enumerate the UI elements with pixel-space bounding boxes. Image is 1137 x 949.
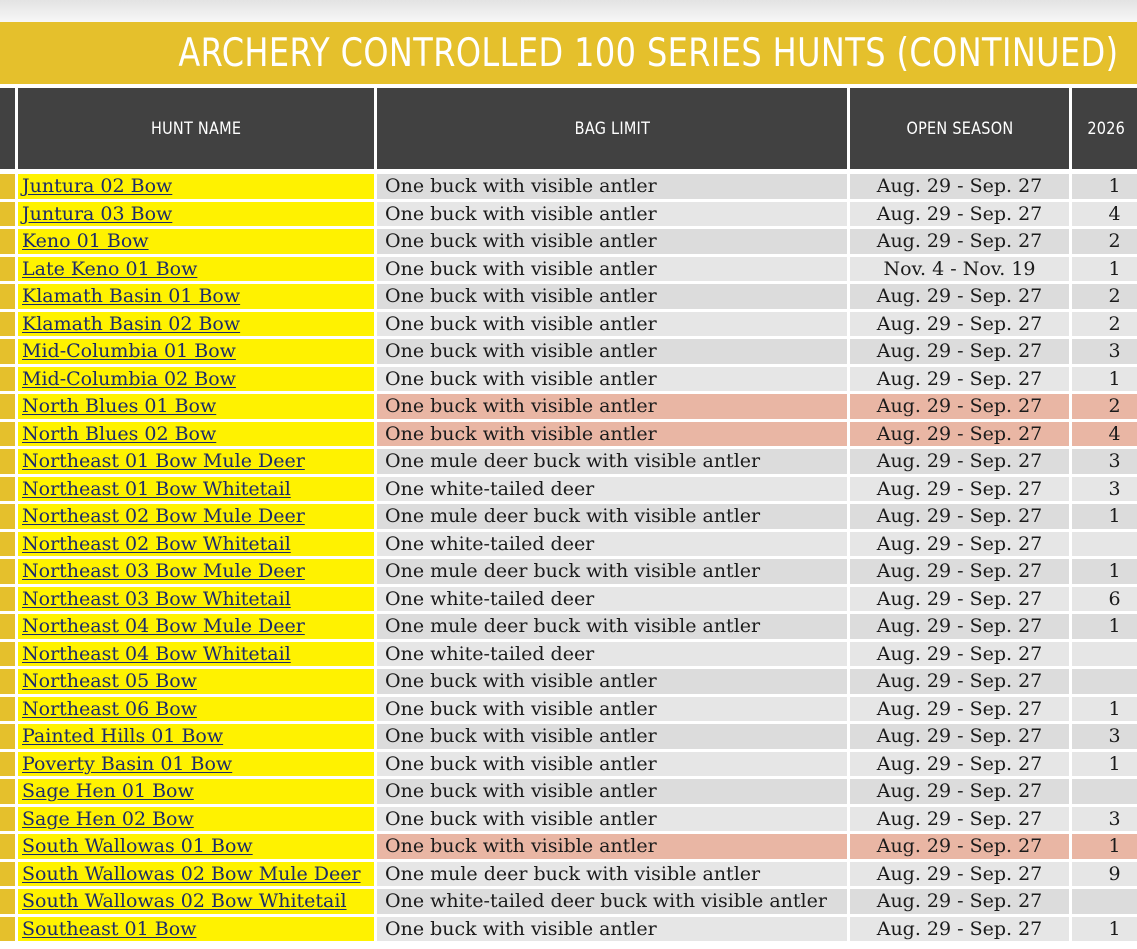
table-row — [0, 449, 1137, 477]
hunt-name-link[interactable]: Klamath Basin 02 Bow — [18, 312, 377, 340]
tags-cell: 1 — [1072, 504, 1137, 532]
open-season-cell: Aug. 29 - Sep. 27 — [850, 697, 1072, 725]
page-title: ARCHERY CONTROLLED 100 SERIES HUNTS (CONTINUED) — [178, 31, 1119, 76]
tags-cell: 3 — [1072, 339, 1137, 367]
bag-limit-cell: One buck with visible antler — [377, 752, 850, 780]
row-edge — [0, 614, 18, 642]
row-edge — [0, 284, 18, 312]
bag-limit-cell: One buck with visible antler — [377, 724, 850, 752]
tags-cell: 4 — [1072, 422, 1137, 450]
tags-cell — [1072, 669, 1137, 697]
open-season-cell: Aug. 29 - Sep. 27 — [850, 339, 1072, 367]
hunt-name-link[interactable]: Northeast 04 Bow Whitetail — [18, 642, 377, 670]
open-season-cell: Aug. 29 - Sep. 27 — [850, 917, 1072, 945]
row-edge — [0, 807, 18, 835]
open-season-cell: Aug. 29 - Sep. 27 — [850, 889, 1072, 917]
open-season-header: OPEN SEASON — [850, 88, 1072, 174]
row-edge — [0, 504, 18, 532]
hunt-name-link[interactable]: Northeast 03 Bow Mule Deer — [18, 559, 377, 587]
table-row — [0, 559, 1137, 587]
row-edge — [0, 312, 18, 340]
table-row — [0, 202, 1137, 230]
hunt-name-link[interactable]: Southeast 01 Bow — [18, 917, 377, 945]
bag-limit-cell: One white-tailed deer — [377, 642, 850, 670]
open-season-cell: Aug. 29 - Sep. 27 — [850, 779, 1072, 807]
hunt-name-link[interactable]: Poverty Basin 01 Bow — [18, 752, 377, 780]
header-row — [0, 88, 1137, 174]
row-edge — [0, 174, 18, 202]
bag-limit-cell: One white-tailed deer buck with visible antler — [377, 889, 850, 917]
hunt-name-link[interactable]: Northeast 04 Bow Mule Deer — [18, 614, 377, 642]
row-edge — [0, 422, 18, 450]
table-row — [0, 779, 1137, 807]
tags-cell: 1 — [1072, 174, 1137, 202]
tags-cell — [1072, 532, 1137, 560]
open-season-cell: Aug. 29 - Sep. 27 — [850, 394, 1072, 422]
table-row — [0, 889, 1137, 917]
open-season-cell: Aug. 29 - Sep. 27 — [850, 532, 1072, 560]
hunt-name-link[interactable]: North Blues 02 Bow — [18, 422, 377, 450]
hunt-name-link[interactable]: Northeast 05 Bow — [18, 669, 377, 697]
table-row — [0, 614, 1137, 642]
row-edge — [0, 367, 18, 395]
bag-limit-cell: One mule deer buck with visible antler — [377, 449, 850, 477]
table-row — [0, 367, 1137, 395]
bag-limit-cell: One buck with visible antler — [377, 174, 850, 202]
hunt-name-link[interactable]: South Wallowas 02 Bow Whitetail — [18, 889, 377, 917]
row-edge — [0, 449, 18, 477]
open-season-cell: Aug. 29 - Sep. 27 — [850, 587, 1072, 615]
table-row — [0, 752, 1137, 780]
table-row — [0, 862, 1137, 890]
hunt-name-link[interactable]: Mid-Columbia 02 Bow — [18, 367, 377, 395]
open-season-cell: Aug. 29 - Sep. 27 — [850, 642, 1072, 670]
hunt-name-link[interactable]: Northeast 06 Bow — [18, 697, 377, 725]
table-row — [0, 504, 1137, 532]
open-season-cell: Aug. 29 - Sep. 27 — [850, 284, 1072, 312]
bag-limit-cell: One buck with visible antler — [377, 312, 850, 340]
bag-limit-cell: One mule deer buck with visible antler — [377, 504, 850, 532]
tags-header: 2026 — [1072, 88, 1137, 174]
open-season-cell: Aug. 29 - Sep. 27 — [850, 367, 1072, 395]
hunts-table — [0, 88, 1137, 944]
bag-limit-cell: One buck with visible antler — [377, 834, 850, 862]
tags-cell: 3 — [1072, 807, 1137, 835]
table-row — [0, 532, 1137, 560]
hunt-name-link[interactable]: Juntura 03 Bow — [18, 202, 377, 230]
row-edge — [0, 339, 18, 367]
hunt-name-header: HUNT NAME — [18, 88, 377, 174]
tags-cell: 9 — [1072, 862, 1137, 890]
hunt-name-link[interactable]: South Wallowas 01 Bow — [18, 834, 377, 862]
tags-cell — [1072, 889, 1137, 917]
table-row — [0, 724, 1137, 752]
title-bar — [0, 22, 1137, 84]
hunt-name-link[interactable]: Northeast 03 Bow Whitetail — [18, 587, 377, 615]
row-edge — [0, 587, 18, 615]
table-row — [0, 807, 1137, 835]
bag-limit-cell: One buck with visible antler — [377, 339, 850, 367]
table-row — [0, 669, 1137, 697]
table-row — [0, 587, 1137, 615]
hunt-name-link[interactable]: Juntura 02 Bow — [18, 174, 377, 202]
hunt-name-link[interactable]: Keno 01 Bow — [18, 229, 377, 257]
open-season-cell: Aug. 29 - Sep. 27 — [850, 312, 1072, 340]
hunt-name-link[interactable]: Late Keno 01 Bow — [18, 257, 377, 285]
hunt-name-link[interactable]: North Blues 01 Bow — [18, 394, 377, 422]
row-edge — [0, 834, 18, 862]
open-season-cell: Aug. 29 - Sep. 27 — [850, 669, 1072, 697]
bag-limit-cell: One buck with visible antler — [377, 257, 850, 285]
tags-cell: 6 — [1072, 587, 1137, 615]
tags-cell: 1 — [1072, 917, 1137, 945]
bag-limit-cell: One mule deer buck with visible antler — [377, 862, 850, 890]
tags-cell: 3 — [1072, 724, 1137, 752]
row-edge — [0, 889, 18, 917]
table-row — [0, 394, 1137, 422]
bag-limit-cell: One mule deer buck with visible antler — [377, 614, 850, 642]
top-band — [0, 0, 1137, 22]
open-season-cell: Aug. 29 - Sep. 27 — [850, 202, 1072, 230]
row-edge — [0, 917, 18, 945]
row-edge — [0, 779, 18, 807]
row-edge — [0, 257, 18, 285]
bag-limit-cell: One mule deer buck with visible antler — [377, 559, 850, 587]
table-row — [0, 917, 1137, 945]
hunt-name-link[interactable]: Painted Hills 01 Bow — [18, 724, 377, 752]
table-row — [0, 339, 1137, 367]
open-season-cell: Aug. 29 - Sep. 27 — [850, 752, 1072, 780]
open-season-cell: Nov. 4 - Nov. 19 — [850, 257, 1072, 285]
row-edge — [0, 642, 18, 670]
hunt-name-link[interactable]: Northeast 02 Bow Whitetail — [18, 532, 377, 560]
tags-cell: 2 — [1072, 394, 1137, 422]
open-season-cell: Aug. 29 - Sep. 27 — [850, 834, 1072, 862]
row-edge — [0, 532, 18, 560]
open-season-cell: Aug. 29 - Sep. 27 — [850, 807, 1072, 835]
row-edge — [0, 724, 18, 752]
bag-limit-cell: One buck with visible antler — [377, 917, 850, 945]
bag-limit-cell: One buck with visible antler — [377, 779, 850, 807]
tags-cell: 1 — [1072, 752, 1137, 780]
open-season-cell: Aug. 29 - Sep. 27 — [850, 724, 1072, 752]
open-season-cell: Aug. 29 - Sep. 27 — [850, 229, 1072, 257]
tags-cell: 2 — [1072, 229, 1137, 257]
row-edge — [0, 697, 18, 725]
row-edge — [0, 752, 18, 780]
bag-limit-cell: One white-tailed deer — [377, 587, 850, 615]
bag-limit-cell: One buck with visible antler — [377, 422, 850, 450]
tags-cell — [1072, 779, 1137, 807]
table-row — [0, 834, 1137, 862]
row-edge — [0, 202, 18, 230]
tags-cell — [1072, 642, 1137, 670]
tags-cell: 1 — [1072, 834, 1137, 862]
row-edge — [0, 669, 18, 697]
bag-limit-cell: One buck with visible antler — [377, 669, 850, 697]
table-row — [0, 174, 1137, 202]
tags-cell: 4 — [1072, 202, 1137, 230]
open-season-cell: Aug. 29 - Sep. 27 — [850, 449, 1072, 477]
tags-cell: 1 — [1072, 257, 1137, 285]
bag-limit-header: BAG LIMIT — [377, 88, 850, 174]
bag-limit-cell: One buck with visible antler — [377, 697, 850, 725]
bag-limit-cell: One buck with visible antler — [377, 284, 850, 312]
row-edge — [0, 229, 18, 257]
table-row — [0, 642, 1137, 670]
table-row — [0, 229, 1137, 257]
header-edge — [0, 88, 18, 174]
table-row — [0, 697, 1137, 725]
hunt-name-link[interactable]: Sage Hen 02 Bow — [18, 807, 377, 835]
open-season-cell: Aug. 29 - Sep. 27 — [850, 174, 1072, 202]
hunt-name-link[interactable]: Northeast 01 Bow Mule Deer — [18, 449, 377, 477]
tags-cell: 2 — [1072, 284, 1137, 312]
tags-cell: 1 — [1072, 614, 1137, 642]
bag-limit-cell: One buck with visible antler — [377, 807, 850, 835]
tags-cell: 1 — [1072, 559, 1137, 587]
hunt-name-link[interactable]: Northeast 02 Bow Mule Deer — [18, 504, 377, 532]
open-season-cell: Aug. 29 - Sep. 27 — [850, 422, 1072, 450]
hunt-name-link[interactable]: Sage Hen 01 Bow — [18, 779, 377, 807]
table-row — [0, 422, 1137, 450]
hunt-name-link[interactable]: South Wallowas 02 Bow Mule Deer — [18, 862, 377, 890]
tags-cell: 2 — [1072, 312, 1137, 340]
hunt-name-link[interactable]: Klamath Basin 01 Bow — [18, 284, 377, 312]
bag-limit-cell: One buck with visible antler — [377, 202, 850, 230]
table-row — [0, 312, 1137, 340]
tags-cell: 3 — [1072, 477, 1137, 505]
bag-limit-cell: One white-tailed deer — [377, 477, 850, 505]
row-edge — [0, 394, 18, 422]
row-edge — [0, 862, 18, 890]
tags-cell: 3 — [1072, 449, 1137, 477]
bag-limit-cell: One white-tailed deer — [377, 532, 850, 560]
tags-cell: 1 — [1072, 697, 1137, 725]
table-row — [0, 284, 1137, 312]
open-season-cell: Aug. 29 - Sep. 27 — [850, 504, 1072, 532]
table-row — [0, 477, 1137, 505]
open-season-cell: Aug. 29 - Sep. 27 — [850, 477, 1072, 505]
bag-limit-cell: One buck with visible antler — [377, 229, 850, 257]
open-season-cell: Aug. 29 - Sep. 27 — [850, 614, 1072, 642]
bag-limit-cell: One buck with visible antler — [377, 367, 850, 395]
table-row — [0, 257, 1137, 285]
open-season-cell: Aug. 29 - Sep. 27 — [850, 862, 1072, 890]
hunt-name-link[interactable]: Northeast 01 Bow Whitetail — [18, 477, 377, 505]
open-season-cell: Aug. 29 - Sep. 27 — [850, 559, 1072, 587]
row-edge — [0, 559, 18, 587]
tags-cell: 1 — [1072, 367, 1137, 395]
bag-limit-cell: One buck with visible antler — [377, 394, 850, 422]
hunt-name-link[interactable]: Mid-Columbia 01 Bow — [18, 339, 377, 367]
row-edge — [0, 477, 18, 505]
